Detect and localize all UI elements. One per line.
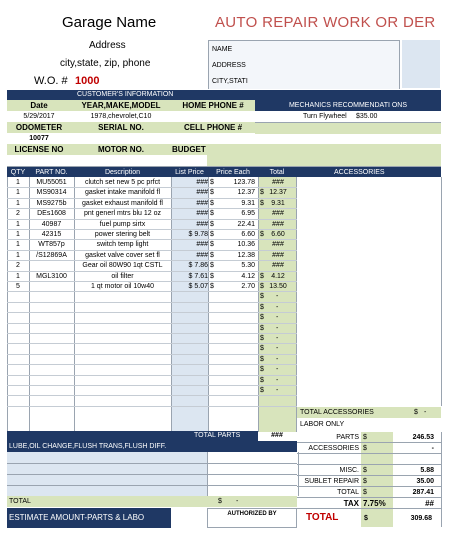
table-cell-tot-cur: $ (260, 283, 264, 290)
table-cell-tot-cur: $ (260, 345, 264, 353)
summary-label: PARTS (336, 434, 359, 441)
summary-value: 246.53 (412, 434, 434, 441)
col-part-no: PART NO. (35, 169, 68, 176)
estimate-label: ESTIMATE AMOUNT-PARTS & LABO (9, 513, 145, 522)
summary-label: TAX (343, 499, 359, 508)
table-cell-tot: ### (272, 251, 284, 259)
col-list-price: List Price (175, 169, 204, 176)
table-row-line (7, 406, 297, 407)
table-cell-part[interactable]: /S12869A (36, 251, 67, 259)
table-cell-tot-cur: $ (260, 231, 264, 238)
summary-currency: $ (363, 478, 367, 485)
table-cell-tot: ### (272, 262, 284, 270)
labor-line-b (7, 474, 297, 475)
garage-address: Address (89, 40, 126, 51)
table-cell-tot-cur: $ (260, 366, 264, 374)
summary-row-line (297, 486, 441, 487)
table-cell-tot-cur: $ (260, 314, 264, 322)
table-row-line (7, 395, 297, 396)
home-phone-value[interactable] (172, 111, 254, 122)
table-cell-each-cur: $ (210, 179, 214, 186)
labor-total-label: TOTAL (9, 498, 31, 505)
table-cell-tot-cur: $ (260, 324, 264, 332)
customer-info-title: CUSTOMER'S INFORMATION (77, 91, 174, 98)
table-cell-desc[interactable]: oil filter (111, 272, 134, 280)
mechanics-line-2 (207, 144, 441, 155)
cell-phone-label: CELL PHONE # (183, 123, 243, 132)
table-cell-each[interactable]: 6.95 (241, 210, 255, 218)
table-cell-tot-cur: $ (260, 355, 264, 363)
table-cell-list[interactable]: ### (196, 220, 208, 228)
labor-header: LUBE,OIL CHANGE,FLUSH TRANS,FLUSH DIFF. (9, 443, 167, 450)
table-cell-each-cur: $ (210, 199, 214, 207)
summary-currency: $ (363, 445, 367, 452)
table-cell-tot: - (276, 335, 279, 342)
table-cell-desc[interactable]: gasket exhaust manifold fl (82, 199, 163, 207)
table-cell-qty[interactable]: 5 (16, 283, 20, 290)
table-cell-tot: - (276, 293, 279, 301)
grand-total-currency: $ (364, 515, 368, 522)
table-cell-each[interactable]: 2.70 (241, 283, 255, 290)
table-cell-tot-cur: $ (260, 303, 264, 311)
home-phone-label: HOME PHONE # (182, 101, 244, 110)
table-cell-each[interactable]: 12.38 (237, 251, 255, 259)
table-cell-tot: - (276, 376, 279, 384)
col-line-5 (258, 177, 259, 432)
table-cell-each[interactable]: 4.12 (241, 272, 255, 280)
table-cell-desc[interactable]: switch temp light (96, 241, 149, 249)
col-total: Total (269, 169, 285, 176)
summary-value: 35.00 (416, 478, 434, 485)
table-cell-part[interactable]: MS90314 (36, 189, 67, 197)
customer-address-field[interactable] (209, 57, 399, 74)
form-title: AUTO REPAIR WORK OR DER (215, 14, 436, 31)
table-cell-qty[interactable]: 1 (16, 179, 20, 186)
table-cell-desc[interactable]: Gear oil 80W90 1qt CSTL (82, 262, 163, 270)
table-cell-tot: - (276, 314, 279, 322)
table-cell-tot-cur: $ (260, 335, 264, 342)
col-line-4 (208, 177, 209, 432)
labor-line-c (7, 485, 297, 486)
table-cell-list[interactable]: ### (196, 241, 208, 249)
table-cell-part[interactable]: MS9275b (36, 199, 67, 207)
table-cell-part[interactable]: MGL3100 (36, 272, 67, 280)
table-cell-part[interactable]: 42315 (41, 231, 62, 238)
table-cell-tot-cur: $ (260, 387, 264, 394)
table-cell-each-cur: $ (210, 231, 214, 238)
table-cell-list[interactable]: $ 7.86 (188, 262, 208, 270)
table-cell-tot: ### (272, 241, 284, 249)
table-cell-each-cur: $ (210, 251, 214, 259)
table-cell-each-cur: $ (210, 220, 214, 228)
budget-label: BUDGET (172, 145, 206, 154)
grand-total-value: 309.68 (410, 515, 432, 522)
table-cell-tot: 13.50 (269, 283, 287, 290)
table-cell-tot: - (276, 387, 279, 394)
work-order-number: 1000 (75, 75, 100, 87)
table-cell-list[interactable]: ### (196, 199, 208, 207)
summary-currency: 7.75% (363, 499, 386, 508)
table-cell-qty[interactable]: 1 (16, 272, 20, 280)
table-cell-tot-cur: $ (260, 272, 264, 280)
customer-city-label: CITY,STATI (212, 78, 248, 85)
table-row-line (7, 302, 297, 303)
table-cell-part[interactable]: WT857p (38, 241, 65, 249)
table-cell-tot: 4.12 (271, 272, 285, 280)
table-cell-each[interactable]: 5.30 (241, 262, 255, 270)
summary-row-line (297, 497, 441, 498)
labor-only-label: LABOR ONLY (300, 421, 345, 428)
accessories-total-currency: $ (414, 409, 418, 416)
table-cell-part[interactable]: DEs1608 (37, 210, 66, 218)
table-cell-tot-cur: $ (260, 189, 264, 197)
customer-name-field[interactable] (209, 41, 399, 58)
table-row-line (7, 364, 297, 365)
table-cell-desc[interactable]: gasket intake manifold fl (84, 189, 161, 197)
col-description: Description (104, 169, 140, 176)
grand-total-label: TOTAL (306, 512, 339, 523)
table-cell-qty[interactable]: 1 (16, 199, 20, 207)
table-cell-tot: - (276, 324, 279, 332)
table-cell-qty[interactable]: 1 (16, 241, 20, 249)
labor-total-row (7, 496, 297, 507)
table-row-line (7, 375, 297, 376)
odometer-value[interactable]: 10077 (29, 135, 49, 142)
table-cell-tot-cur: $ (260, 199, 264, 207)
table-cell-tot: 9.31 (271, 199, 285, 207)
summary-label: MISC. (339, 467, 359, 474)
table-cell-desc[interactable]: pnt generl mtrs blu 12 oz (83, 210, 162, 218)
customer-info-banner (7, 90, 441, 100)
table-cell-each-cur: $ (210, 262, 214, 270)
summary-row-line (297, 475, 441, 476)
table-cell-part[interactable]: 40987 (41, 220, 62, 228)
authorized-by-field[interactable] (207, 508, 297, 528)
serial-label: SERIAL NO. (98, 123, 144, 132)
summary-value: 287.41 (412, 489, 434, 496)
table-cell-tot: ### (272, 220, 284, 228)
table-cell-qty[interactable]: 1 (16, 231, 20, 238)
mechanics-item[interactable]: Turn Flywheel (303, 113, 347, 120)
table-cell-each-cur: $ (210, 189, 214, 197)
table-row-line (7, 312, 297, 313)
table-cell-each-cur: $ (210, 283, 214, 290)
table-cell-each-cur: $ (210, 241, 214, 249)
summary-currency: $ (363, 434, 367, 441)
customer-address-label: ADDRESS (212, 62, 246, 69)
table-cell-tot-cur: $ (260, 293, 264, 301)
motor-label: MOTOR NO. (97, 145, 145, 154)
labor-total-currency: $ (218, 498, 222, 505)
table-cell-list[interactable]: ### (196, 179, 208, 186)
table-cell-qty[interactable]: 1 (16, 220, 20, 228)
table-cell-part[interactable]: MU55051 (36, 179, 67, 186)
table-row-line (7, 291, 297, 292)
table-cell-desc[interactable]: fuel pump sirtx (99, 220, 146, 228)
table-row-line (7, 333, 297, 334)
table-cell-list[interactable]: $ 9.78 (188, 231, 208, 238)
accessories-total-value: - (424, 409, 427, 416)
accessories-total-label: TOTAL ACCESSORIES (300, 409, 374, 416)
summary-value: 5.88 (420, 467, 434, 474)
table-cell-qty[interactable]: 2 (16, 210, 20, 218)
accessories-header: ACCESSORIES (334, 169, 385, 176)
odometer-label: ODOMETER (15, 123, 63, 132)
table-cell-each[interactable]: 10.36 (237, 241, 255, 249)
table-cell-qty[interactable]: 2 (16, 262, 20, 270)
table-cell-tot: 12.37 (269, 189, 287, 197)
vehicle-label: YEAR,MAKE,MODEL (81, 101, 161, 110)
table-row-line (7, 323, 297, 324)
total-parts-value: ### (271, 432, 283, 439)
total-parts-label: TOTAL PARTS (194, 432, 241, 439)
mechanics-amount: $35.00 (356, 113, 378, 120)
table-cell-qty[interactable]: 1 (16, 189, 20, 197)
table-cell-desc[interactable]: clutch set new 5 pc prfct (84, 179, 161, 186)
garage-name: Garage Name (62, 14, 157, 31)
table-cell-tot: ### (272, 210, 284, 218)
work-order-label: W.O. # (34, 75, 68, 87)
customer-fields (208, 40, 400, 89)
table-cell-tot: - (276, 355, 279, 363)
labor-total-value: - (236, 498, 239, 505)
summary-label: SUBLET REPAIR (304, 478, 359, 485)
table-cell-list[interactable]: ### (196, 251, 208, 259)
date-value[interactable]: 5/29/2017 (23, 113, 55, 120)
summary-row-line (297, 442, 441, 443)
table-cell-list[interactable]: $ 5.07 (188, 283, 208, 290)
table-cell-each-cur: $ (210, 272, 214, 280)
garage-city-line: city,state, zip, phone (60, 58, 151, 69)
mechanics-line-3 (207, 155, 441, 166)
summary-label: TOTAL (337, 489, 359, 496)
table-cell-list[interactable]: ### (196, 210, 208, 218)
table-row-line (7, 343, 297, 344)
summary-value: ## (425, 499, 434, 508)
table-cell-each-cur: $ (210, 210, 214, 218)
table-cell-desc[interactable]: 1 qt motor oil 10w40 (90, 283, 155, 290)
summary-currency: $ (363, 489, 367, 496)
table-cell-tot: - (276, 366, 279, 374)
summary-row-line (297, 453, 441, 454)
right-blue-strip (402, 40, 440, 88)
table-cell-each[interactable]: 9.31 (241, 199, 255, 207)
summary-row-line (297, 464, 441, 465)
mechanics-header-cell (255, 100, 441, 111)
summary-value: - (431, 445, 434, 452)
table-cell-list[interactable]: ### (196, 189, 208, 197)
table-cell-each[interactable]: 12.37 (237, 189, 255, 197)
summary-label: ACCESSORIES (308, 445, 359, 452)
customer-name-label: NAME (212, 46, 233, 53)
table-cell-each[interactable]: 22.41 (237, 220, 255, 228)
table-cell-tot: - (276, 303, 279, 311)
mechanics-header: MECHANICS RECOMMENDATI ONS (288, 102, 408, 109)
table-cell-each[interactable]: 123.78 (233, 179, 255, 186)
table-cell-tot: - (276, 345, 279, 353)
vehicle-value[interactable]: 1978,chevrolet,C10 (90, 113, 152, 120)
table-cell-desc[interactable]: power stering belt (94, 231, 151, 238)
table-cell-tot: 6.60 (271, 231, 285, 238)
license-label: LICENSE NO (14, 145, 64, 154)
labor-line-a (7, 463, 297, 464)
table-cell-qty[interactable]: 1 (16, 251, 20, 259)
accessories-area (297, 177, 442, 406)
customer-city-field[interactable] (209, 73, 399, 89)
table-cell-each[interactable]: 6.60 (241, 231, 255, 238)
col-qty: QTY (10, 169, 26, 176)
authorized-by-label: AUTHORIZED BY (227, 511, 277, 517)
summary-currency: $ (363, 467, 367, 474)
table-row-line (7, 385, 297, 386)
table-cell-tot-cur: $ (260, 376, 264, 384)
table-cell-desc[interactable]: gasket valve cover set fl (85, 251, 160, 259)
col-price-each: Price Each (216, 169, 250, 176)
date-label: Date (30, 101, 48, 110)
table-cell-list[interactable]: $ 7.61 (188, 272, 208, 280)
table-row-line (7, 354, 297, 355)
table-cell-tot: ### (272, 179, 284, 186)
